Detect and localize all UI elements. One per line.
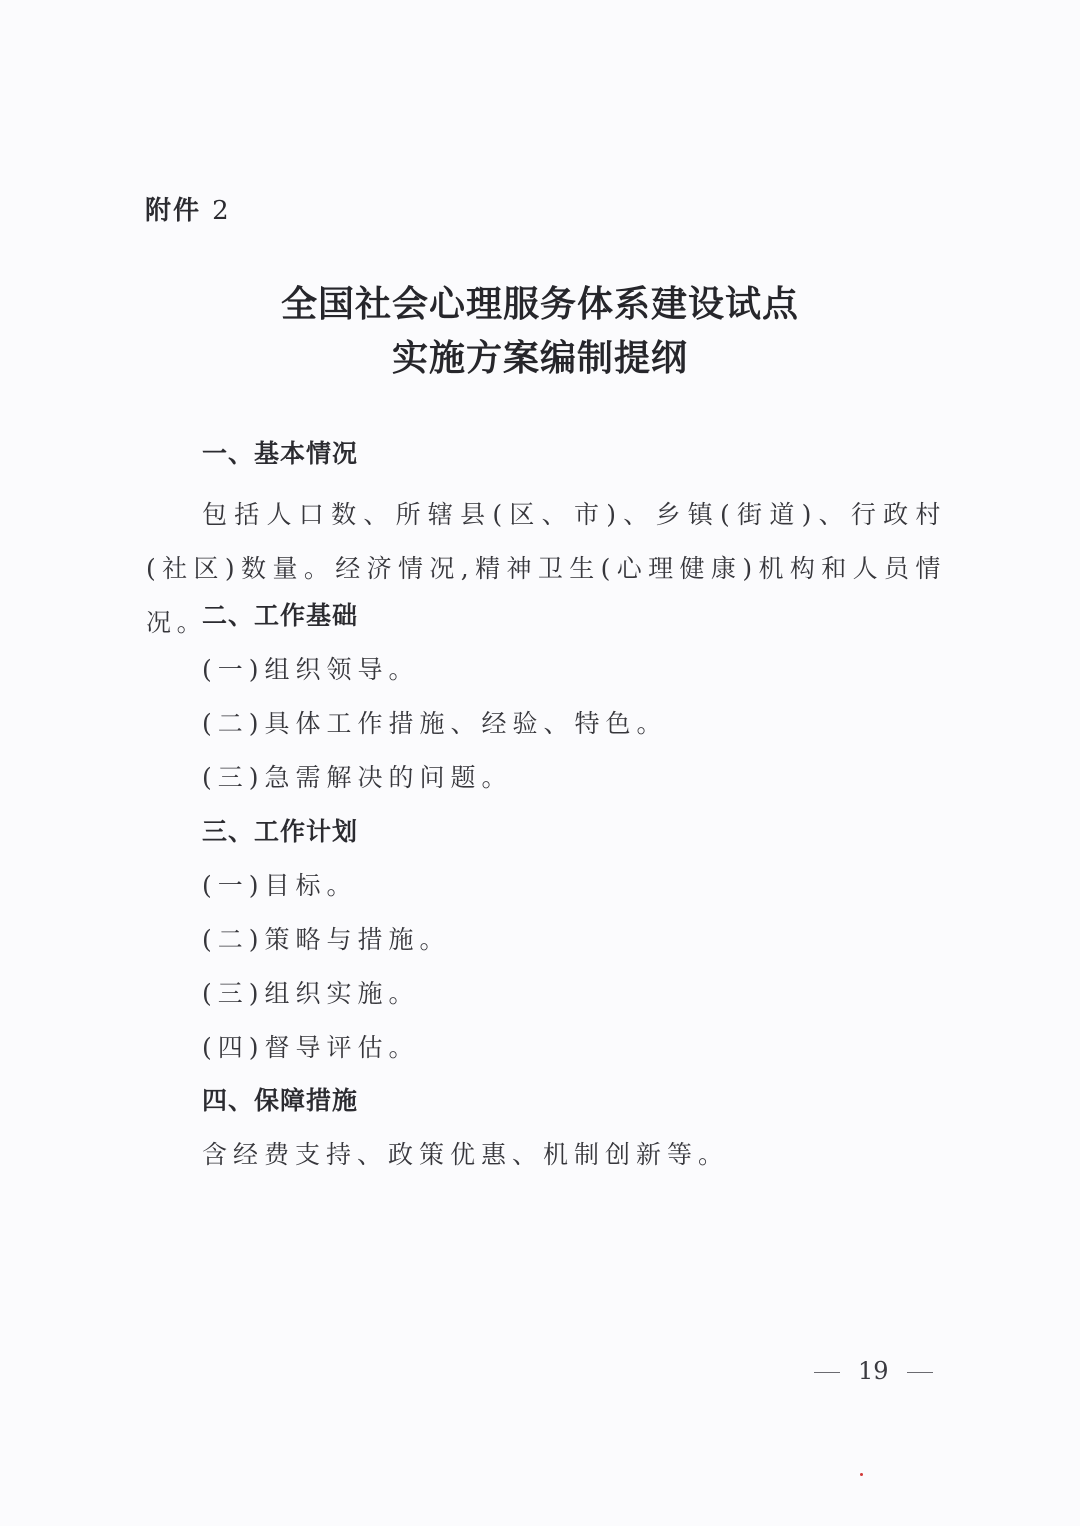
- section-paragraph-basic-situation: 包括人口数、所辖县(区、市)、乡镇(街道)、行政村(社区)数量。经济情况,精神卫生(心理健康)机构和人员情况。: [146, 500, 946, 637]
- list-item: (二)具体工作措施、经验、特色。: [202, 709, 668, 738]
- list-item: (一)组织领导。: [202, 655, 420, 684]
- list-item: (三)急需解决的问题。: [202, 763, 513, 792]
- attachment-label: [145, 190, 231, 227]
- section-heading-safeguards: 四、保障措施: [202, 1086, 359, 1115]
- list-item: (二)策略与措施。: [202, 925, 451, 954]
- dash-right: [907, 1372, 933, 1373]
- document-title-line-1: 全国社会心理服务体系建设试点: [280, 284, 799, 325]
- list-item: 含经费支持、政策优惠、机制创新等。: [202, 1140, 730, 1169]
- page-number: [796, 1357, 951, 1385]
- list-item: (四)督导评估。: [202, 1033, 420, 1062]
- section-heading-work-plan: 三、工作计划: [202, 817, 359, 846]
- section-heading-basic-situation: 一、基本情况: [202, 439, 359, 468]
- scan-mark: [860, 1473, 863, 1476]
- dash-left: [814, 1372, 840, 1373]
- list-item: (一)目标。: [202, 871, 358, 900]
- attachment-number: 2: [212, 196, 231, 226]
- section-heading-work-foundation: 二、工作基础: [202, 601, 359, 630]
- attachment-text: 附件: [145, 196, 202, 226]
- page-number-value: 19: [858, 1357, 889, 1385]
- list-item: (三)组织实施。: [202, 979, 420, 1008]
- document-title-line-2: 实施方案编制提纲: [391, 338, 688, 379]
